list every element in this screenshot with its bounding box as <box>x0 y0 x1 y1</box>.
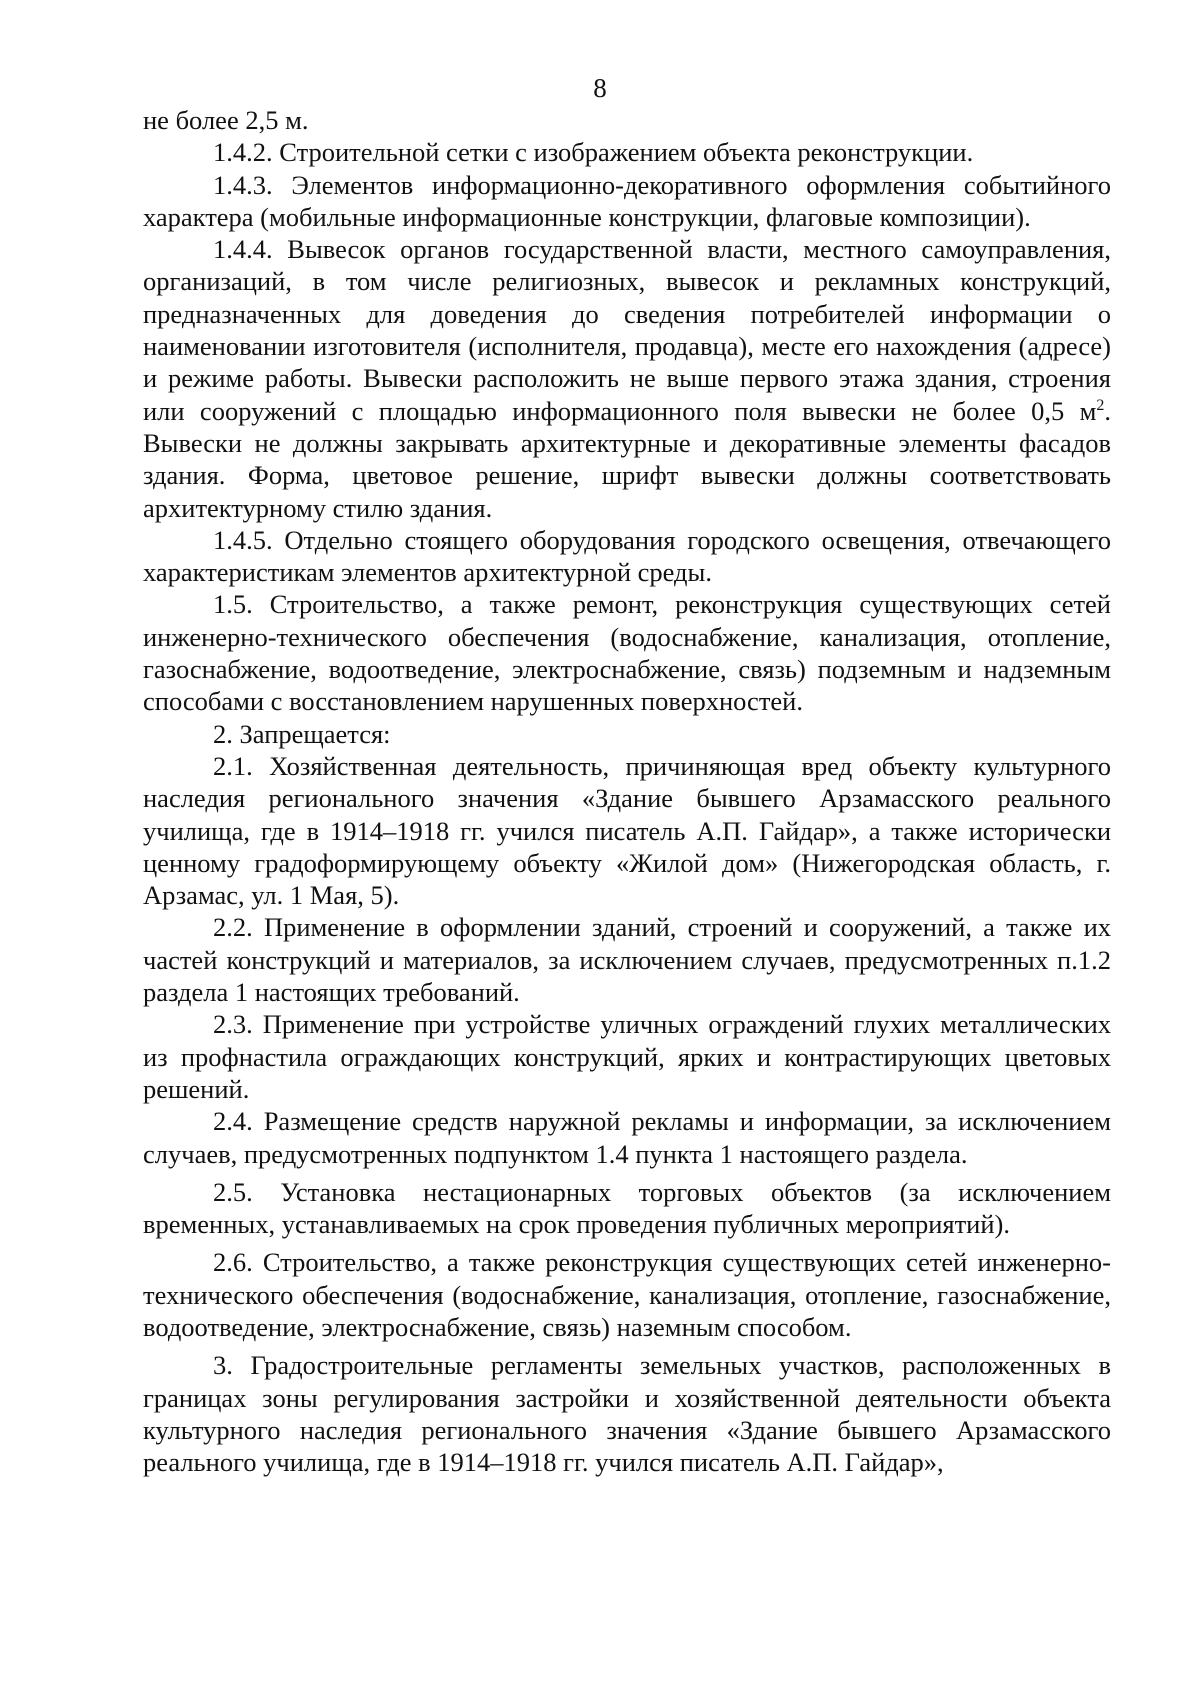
paragraph-1-4-2: 1.4.2. Строительной сетки с изображением объекта реконструкции. <box>213 137 974 168</box>
paragraph-continuation: не более 2,5 м. <box>143 105 309 135</box>
paragraph-1-4-4 <box>143 233 1111 524</box>
paragraph-1-4-3: 1.4.3. Элементов информационно-декоративного оформления событийного характера (мобильные информационные конструкции, флаговые композиции). <box>143 169 1111 232</box>
paragraph-1-4-5: 1.4.5. Отдельно стоящего оборудования городского освещения, отвечающего характеристикам элементов архитектурной среды. <box>143 524 1111 588</box>
page-number: 8 <box>593 73 607 103</box>
paragraph-2-5: 2.5. Установка нестационарных торговых объектов (за исключением временных, устанавливаемых на срок проведения публичных мероприятий). <box>143 1176 1111 1240</box>
paragraph-2-3: 2.3. Применение при устройстве уличных ограждений глухих металлических из профнастила ограждающих конструкций, ярких и контрастирующих цветовых решений. <box>143 1009 1111 1104</box>
paragraph-2-2: 2.2. Применение в оформлении зданий, строений и сооружений, а также их частей конструкций и материалов, за исключением случаев, предусмотренных п.1.2 раздела 1 настоящих требований. <box>143 912 1111 1008</box>
square-meter-superscript: 2 <box>1096 396 1105 414</box>
paragraph-2-1: 2.1. Хозяйственная деятельность, причиняющая вред объекту культурного наследия регионального значения «Здание бывшего Арзамасского реального училища, где в 1914–1918 гг. учился писатель А.П. Гайдар», а также исторически ценному градоформирующему объекту «Жилой дом» (Нижегородская область, г. Арзамас, ул. 1 Мая, 5). <box>143 750 1111 911</box>
document-body <box>143 104 1111 1478</box>
paragraph-2-6: 2.6. Строительство, а также реконструкция существующих сетей инженерно-технического обеспечения (водоснабжение, канализация, отопление, газоснабжение, водоотведение, электроснабжение, связь) наземным способом. <box>143 1247 1111 1342</box>
paragraph-2-4: 2.4. Размещение средств наружной рекламы и информации, за исключением случаев, предусмотренных подпунктом 1.4 пункта 1 настоящего раздела. <box>143 1106 1111 1169</box>
paragraph-1-5: 1.5. Строительство, а также ремонт, реконструкция существующих сетей инженерно-технического обеспечения (водоснабжение, канализация, отопление, газоснабжение, водоотведение, электроснабжение, связь) подземным и надземным способами с восстановлением нарушенных поверхностей. <box>143 589 1111 717</box>
paragraph-1-4-4-text: 1.4.4. Вывесок органов государственной власти, местного самоуправления, организаций, в том числе религиозных, вывесок и рекламных конструкций, предназначенных для доведения до сведения потребителей информации о наименовании изготовителя (исполнителя, продавца), месте его нахождения (адресе) и режиме работы. Вывески расположить не выше первого этажа здания, строения или сооружений с площадью информационного поля вывески не более 0,5 м <box>143 234 1111 426</box>
paragraph-1-4-4-text-end: . Вывески не должны закрывать архитектурные и декоративные элементы фасадов здания. Форма, цветовое решение, шрифт вывески должны соответствовать архитектурному стилю здания. <box>143 395 1111 523</box>
paragraph-3: 3. Градостроительные регламенты земельных участков, расположенных в границах зоны регулирования застройки и хозяйственной деятельности объекта культурного наследия регионального значения «Здание бывшего Арзамасского реального училища, где в 1914–1918 гг. учился писатель А.П. Гайдар», <box>143 1350 1111 1478</box>
paragraph-2-heading: 2. Запрещается: <box>213 718 391 749</box>
